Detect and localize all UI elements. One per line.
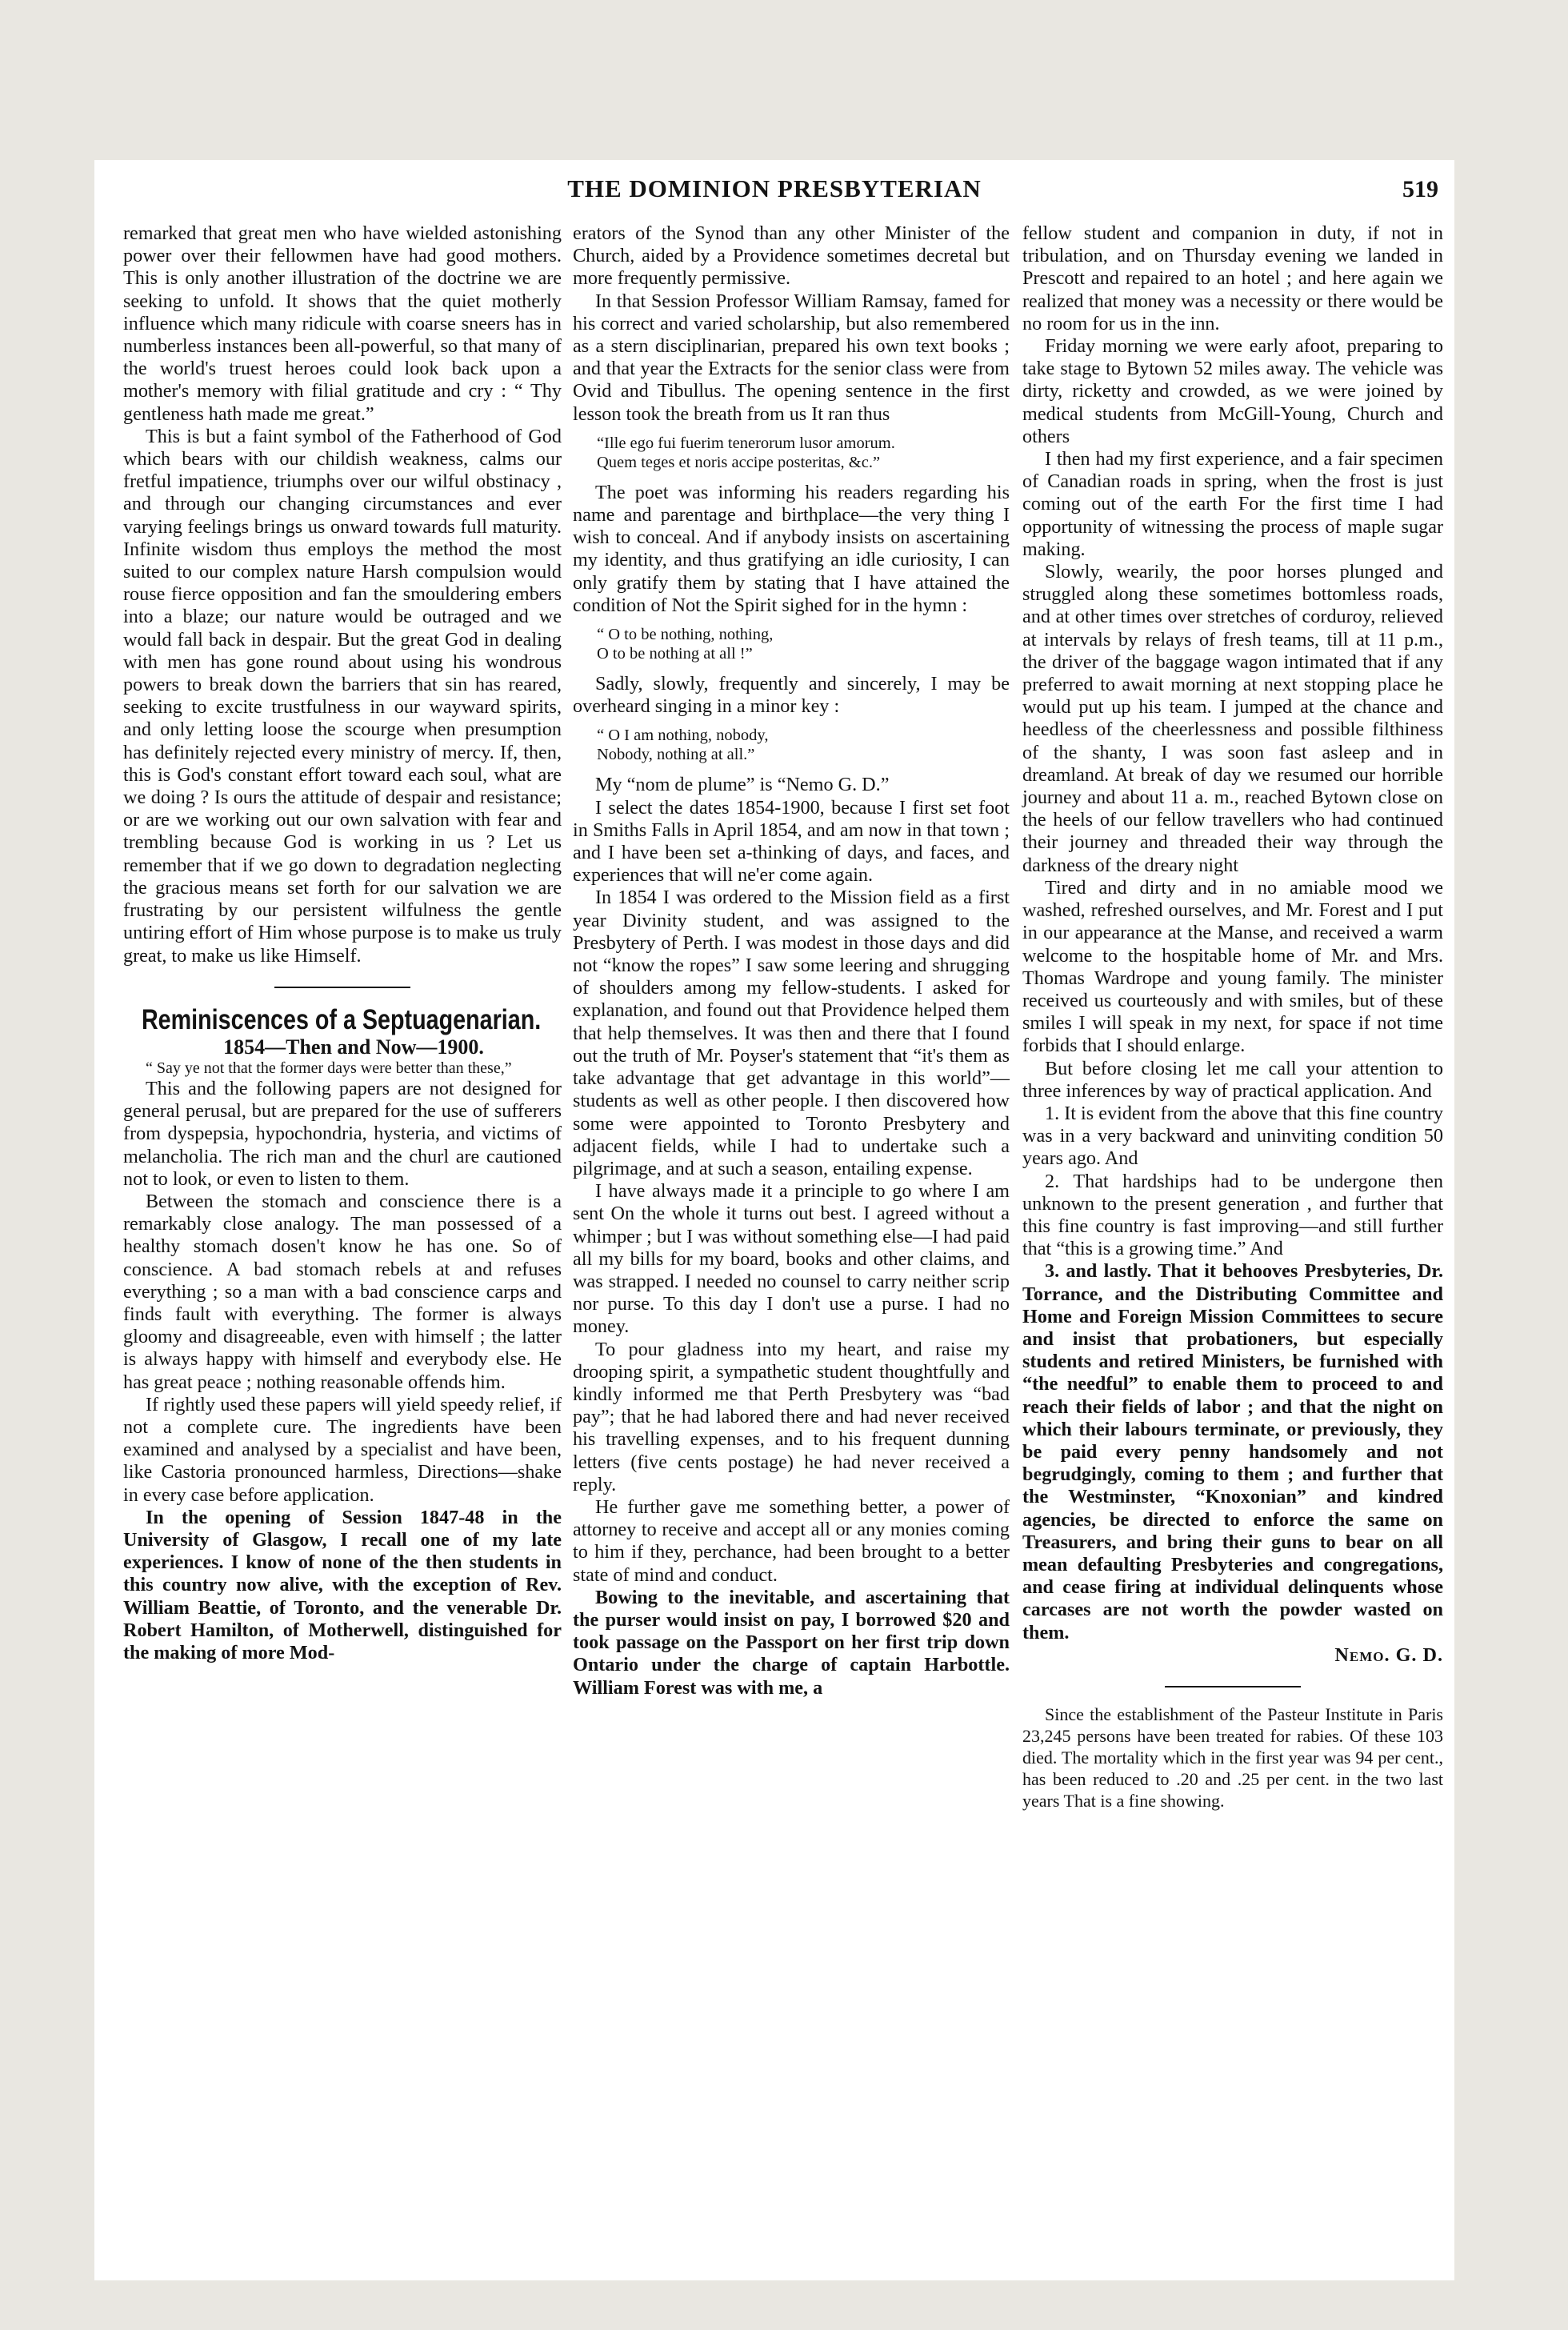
author-signature: Nemo. G. D. <box>1334 1643 1443 1666</box>
paragraph: This and the following papers are not designed for general perusal, but are prepared for the use of sufferers from dyspepsia, hypochondria, hysteria, and victims of melancholia. The rich man and the churl are cautioned not to look, or even to listen to them. <box>123 1077 562 1190</box>
paragraph: I then had my first experience, and a fair specimen of Canadian roads in spring, when the frost is just coming out of the earth For the first time I had opportunity of witnessing the process of maple sugar making. <box>1022 448 1443 560</box>
verse-line: Quem teges et noris accipe posteritas, &c.” <box>597 453 881 471</box>
paragraph: In 1854 I was ordered to the Mission field as a first year Divinity student, and was assigned to the Presbytery of Perth. I was modest in those days and did not “know the ropes” I saw some leering and shrugging of shoulders among my fellow-students. I asked for explanation, and found out that Providence helped them that help themselves. It was then and there that I found out the truth of Mr. Poyser's statement that “it's them as take advantage that get advantage in this world”—students as well as other people. I then discovered how some were appointed to Toronto Presbytery and adjacent fields, while I had to undertake such a pilgrimage, and at such a season, entailing expense. <box>573 887 1010 1179</box>
paragraph: 1. It is evident from the above that this fine country was in a very backward and uninviting condition 50 years ago. And <box>1022 1102 1443 1170</box>
paragraph: In that Session Professor William Ramsay, famed for his correct and varied scholarship, but also remembered as a stern disciplinarian, prepared his own text books ; and that year the Extracts for the senior class were from Ovid and Tibullus. The opening sentence in the first lesson took the breath from us It ran thus <box>573 290 1010 425</box>
paragraph: Sadly, slowly, frequently and sincerely, I may be overheard singing in a minor key : <box>573 673 1010 718</box>
page-number: 519 <box>1402 176 1438 202</box>
column-1 <box>123 222 562 1664</box>
paragraph: Bowing to the inevitable, and ascertaining that the purser would insist on pay, I borrowed $20 and took passage on the Passport on her first trip down Ontario under the charge of captain Harbottle. William Forest was with me, a <box>573 1586 1010 1699</box>
paragraph: 2. That hardships had to be undergone then unknown to the present generation , and further that this fine country is fast improving—and still further that “this is a growing time.” And <box>1022 1170 1443 1260</box>
verse-line: “ O to be nothing, nothing, <box>597 626 774 644</box>
article-subtitle: 1854—Then and Now—1900. <box>223 1035 484 1059</box>
verse-line: Nobody, nothing at all.” <box>597 746 755 764</box>
verse-line: “Ille ego fui fuerim tenerorum lusor amorum. <box>597 434 895 452</box>
song-quotation <box>573 726 1010 764</box>
page-header <box>94 174 1454 214</box>
column-2 <box>573 222 1010 1699</box>
paragraph: Slowly, wearily, the poor horses plunged and struggled along these sometimes bottomless roads, and at other times over stretches of corduroy, relieved at intervals by relays of fresh teams, till at 11 p.m., the driver of the baggage wagon intimated that if any preferred to await morning at next stopping place he would put up his team. I jumped at the chance and heedless of the cheerlessness and possible filthiness of the shanty, I was soon fast asleep and in dreamland. At break of day we resumed our horrible journey and about 11 a. m., reached Bytown close on the heels of our fellow travellers who had continued their journey and threaded their way through the darkness of the dreary night <box>1022 561 1443 876</box>
paragraph: Tired and dirty and in no amiable mood we washed, refreshed ourselves, and Mr. Forest and I put in our appearance at the Manse, and received a warm welcome to the hospitable home of Mr. and Mrs. Thomas Wardrope and young family. The minister received us courteously and with smiles, but of these smiles I will speak in my next, for space if not time forbids that I should enlarge. <box>1022 876 1443 1057</box>
epigraph: “ Say ye not that the former days were better than these,” <box>146 1059 512 1077</box>
paragraph: He further gave me something better, a power of attorney to receive and accept all or any monies coming to him if they, perchance, had been brought to a better state of mind and conduct. <box>573 1495 1010 1586</box>
column-3 <box>1022 222 1443 1812</box>
paragraph: My “nom de plume” is “Nemo G. D.” <box>595 774 890 796</box>
paragraph: fellow student and companion in duty, if not in tribulation, and on Thursday evening we landed in Prescott and repaired to an hotel ; and here again we realized that money was a necessity or there would be no room for us in the inn. <box>1022 222 1443 334</box>
paragraph: But before closing let me call your attention to three inferences by way of practical application. And <box>1022 1057 1443 1102</box>
section-divider <box>274 987 410 988</box>
latin-quotation <box>573 434 1010 472</box>
verse-line: O to be nothing at all !” <box>597 645 753 663</box>
paragraph: In the opening of Session 1847-48 in the University of Glasgow, I recall one of my late experiences. I know of none of the then students in this country now alive, with the exception of Rev. William Beattie, of Toronto, and the venerable Dr. Robert Hamilton, of Motherwell, distinguished for the making of more Mod- <box>123 1506 562 1663</box>
paragraph: The poet was informing his readers regarding his name and parentage and birthplace—the very thing I wish to conceal. And if anybody insists on ascertaining my identity, and thus gratifying an idle curiosity, I can only gratify them by stating that I have attained the condition of Not the Spirit sighed for in the hymn : <box>573 481 1010 616</box>
verse-line: “ O I am nothing, nobody, <box>597 727 769 745</box>
paragraph: Between the stomach and conscience there is a remarkably close analogy. The man possessed of a healthy stomach dosen't know he has one. So of conscience. A bad stomach rebels at and refuses everything ; so a man with a bad conscience carps and finds fault with everything. The former is always gloomy and disagreeable, even with himself ; the latter is always happy with himself and everybody else. He has great peace ; nothing reasonable offends him. <box>123 1190 562 1393</box>
newspaper-page <box>94 160 1454 2280</box>
news-note: Since the establishment of the Pasteur Institute in Paris 23,245 persons have been treated for rabies. Of these 103 died. The mortality which in the first year was 94 per cent., has been reduced to .20 and .25 per cent. in the two last years That is a fine showing. <box>1022 1704 1443 1811</box>
paragraph: I have always made it a principle to go where I am sent On the whole it turns out best. I agreed without a whimper ; but I was without something else—I had paid all my bills for my board, books and other claims, and was strapped. I needed no counsel to carry neither scrip nor purse. To this day I don't use a purse. I had no money. <box>573 1180 1010 1338</box>
paragraph: erators of the Synod than any other Minister of the Church, aided by a Providence sometimes decretal but more frequently permissive. <box>573 222 1010 290</box>
publication-title: THE DOMINION PRESBYTERIAN <box>567 174 982 202</box>
section-divider <box>1165 1686 1301 1687</box>
paragraph: 3. and lastly. That it behooves Presbyteries, Dr. Torrance, and the Distributing Committee and Home and Foreign Mission Committees to secure and insist that probationers, but especially students and retired Ministers, be furnished with “the needful” to enable them to proceed to and reach their fields of labor ; and that the night on which their labours terminate, or previously, they be paid every penny handsomely and not begrudgingly, coming to them ; and further that the Westminster, “Knoxonian” and kindred agencies, be directed to enforce the same on Treasurers, and bring their guns to bear on all mean defaulting Presbyteries and congregations, and cease firing at individual delinquents whose carcases are not worth the powder wasted on them. <box>1022 1260 1443 1643</box>
paragraph: To pour gladness into my heart, and raise my drooping spirit, a sympathetic student thoughtfully and kindly informed me that Perth Presbytery was “bad pay”; that he had labored there and had never received his travelling expenses, and to his frequent dunning letters (five cents postage) he had never received a reply. <box>573 1338 1010 1495</box>
paragraph: remarked that great men who have wielded astonishing power over their fellowmen have had good mothers. This is only another illustration of the doctrine we are seeking to unfold. It shows that the quiet motherly influence which many ridicule with coarse sneers has in numberless instances been all-powerful, so that many of the world's truest heroes could look back upon a mother's memory with filial gratitude and cry : “ Thy gentleness hath made me great.” <box>123 222 562 425</box>
paragraph: I select the dates 1854-1900, because I first set foot in Smiths Falls in April 1854, and am now in that town ; and I have been set a-thinking of days, and faces, and experiences that will ne'er come again. <box>573 796 1010 887</box>
paragraph: This is but a faint symbol of the Fatherhood of God which bears with our childish weakness, calms our fretful impatience, triumphs over our wilful obstinacy , and through our changing circumstances and ever varying feelings brings us onward towards full maturity. Infinite wisdom thus employs the method the most suited to our complex nature Harsh compulsion would rouse fierce opposition and fan the smouldering embers into a blaze; our nature would be outraged and we would fall back in despair. But the great God in dealing with men has gone round about using his wondrous powers to break down the barriers that sin has reared, seeking to excite trustfulness in our wayward spirits, and only letting loose the scourge when presumption has definitely rejected every ministry of mercy. If, then, this is God's constant effort toward each soul, what are we doing ? Is ours the attitude of despair and resistance; or are we working out our own salvation with fear and trembling because God is working in us ? Let us remember that if we go down to degradation neglecting the gracious means set forth for our salvation we are frustrating by our persistent wilfulness the gentle untiring effort of Him whose purpose is to make us truly great, to make us like Himself. <box>123 425 562 967</box>
paragraph: Friday morning we were early afoot, preparing to take stage to Bytown 52 miles away. The vehicle was dirty, ricketty and crowded, as we were joined by medical students from McGill-Young, Church and others <box>1022 335 1443 447</box>
article-title: Reminiscences of a Septuagenarian. <box>141 1003 542 1035</box>
hymn-quotation <box>573 625 1010 663</box>
paragraph: If rightly used these papers will yield speedy relief, if not a complete cure. The ingredients have been examined and analysed by a specialist and have been, like Castoria pronounced harmless, Directions—shake in every case before application. <box>123 1393 562 1506</box>
